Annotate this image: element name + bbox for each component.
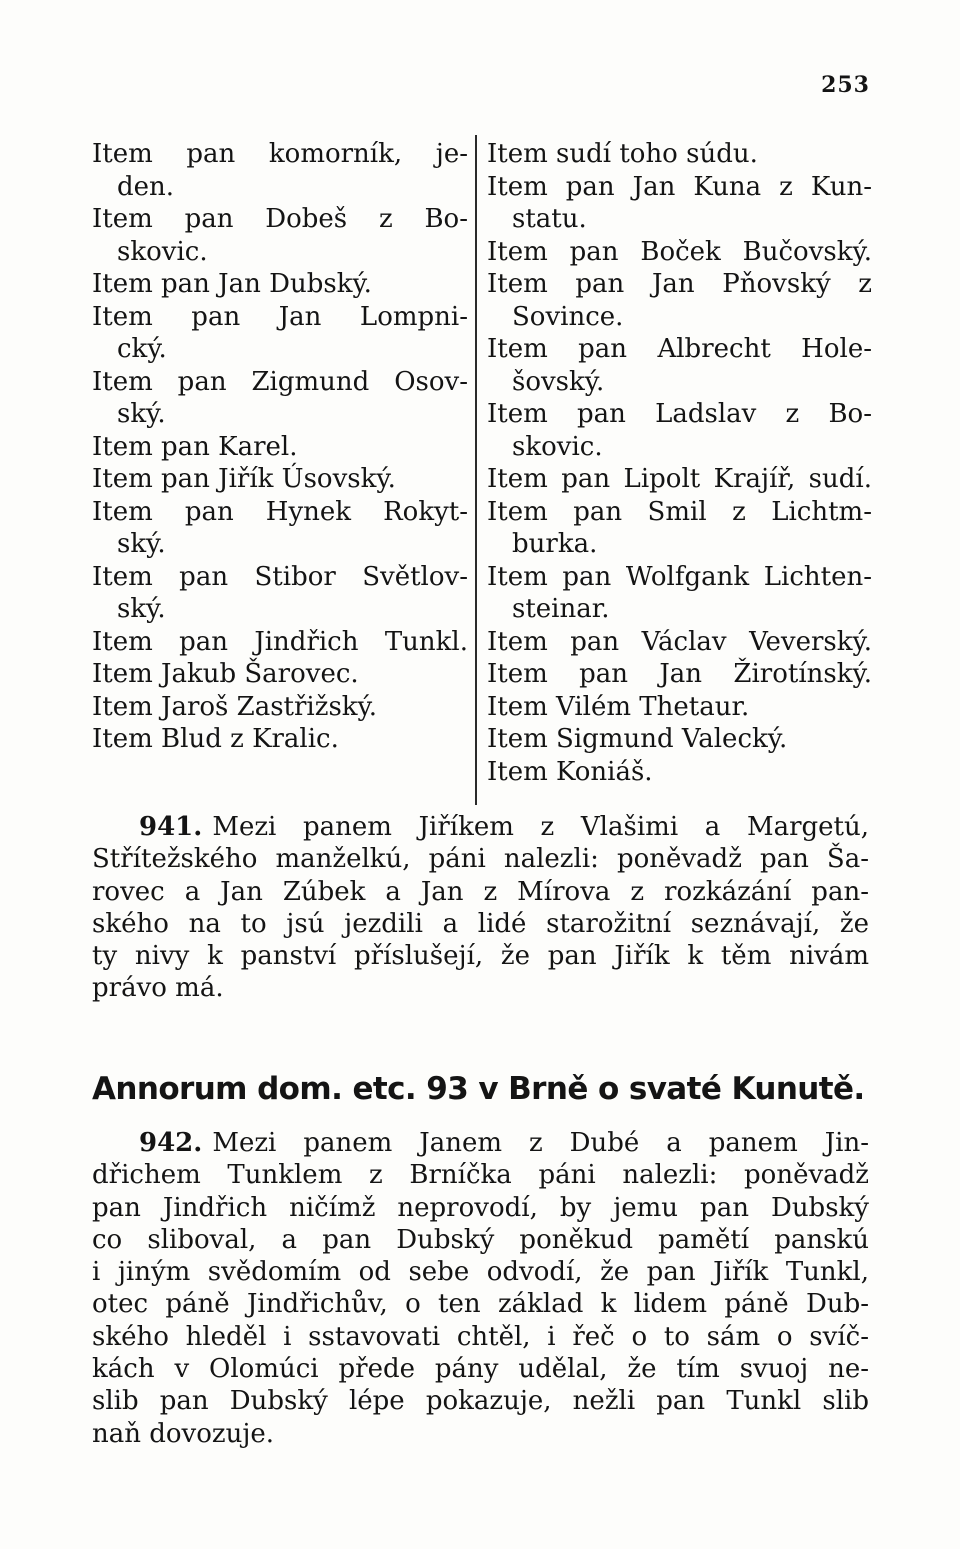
paragraph-line: naň dovozuje. — [92, 1418, 275, 1449]
column-line: den. — [117, 171, 175, 202]
column-line: Item pan Jan Žirotínský. — [487, 659, 872, 689]
column-line: Item pan Jan Pňovský z — [487, 269, 872, 299]
column-line: skovic. — [512, 431, 603, 462]
entry-number: 941. — [139, 812, 203, 842]
column-line: Item pan komorník, je- — [92, 139, 468, 169]
column-line: ský. — [117, 594, 166, 624]
entry-number: 942. — [139, 1128, 203, 1158]
paragraph-line: rovec a Jan Zúbek a Jan z Mírova z rozkázání pan- — [92, 876, 869, 907]
paragraph-line: co sliboval, a pan Dubský poněkud pamětí panskú — [92, 1224, 869, 1255]
paragraph-line: dřichem Tunklem z Brníčka páni nalezli: poněvadž — [92, 1160, 869, 1191]
entries-left-column — [92, 138, 468, 756]
column-line: Item Sigmund Valecký. — [487, 724, 788, 754]
column-line: burka. — [512, 529, 598, 559]
paragraph-line: otec páně Jindřichův, o ten základ k lidem páně Dub- — [92, 1289, 869, 1320]
paragraph-line: pan Jindřich ničímž neprovodí, by jemu pan Dubský — [92, 1192, 869, 1223]
paragraph-line: právo má. — [92, 973, 224, 1004]
column-line: Item pan Jiřík Úsovský. — [92, 464, 396, 494]
column-line: Sovince. — [512, 301, 624, 332]
column-line: Item pan Wolfgank Lichten- — [487, 561, 872, 592]
paragraph-line: i jiným svědomím od sebe odvodí, že pan Jiřík Tunkl, — [92, 1257, 869, 1288]
column-line: ský. — [117, 399, 166, 429]
column-line: cký. — [117, 334, 167, 364]
column-line: skovic. — [117, 236, 208, 267]
column-line: Item pan Jan Lompni- — [92, 301, 468, 332]
column-line: steinar. — [512, 594, 610, 624]
column-line: Item pan Lipolt Krajíř, sudí. — [487, 464, 872, 494]
column-line: statu. — [512, 204, 587, 234]
column-line: Item pan Albrecht Hole- — [487, 334, 872, 364]
section-heading: Annorum dom. etc. 93 v Brně o svaté Kunutě. — [92, 1071, 865, 1107]
column-line: Item pan Karel. — [92, 431, 298, 462]
entries-right-column — [487, 138, 872, 788]
column-line: šovský. — [512, 366, 605, 397]
paragraph-line — [92, 1127, 869, 1159]
column-line: Item pan Smil z Lichtm- — [487, 496, 872, 527]
paragraph-line: ského na to jsú jezdili a lidé starožitní seznávají, že — [92, 908, 869, 939]
paragraph-line: kách v Olomúci přede pány udělal, že tím svuoj ne- — [92, 1354, 869, 1385]
paragraph-line: Střítežského manželkú, páni nalezli: poněvadž pan Ša- — [92, 844, 869, 875]
column-line: Item pan Stibor Světlov- — [92, 561, 468, 592]
column-line: Item Jakub Šarovec. — [92, 659, 359, 689]
column-line: Item pan Ladslav z Bo- — [487, 399, 872, 429]
column-line: Item pan Zigmund Osov- — [92, 366, 468, 397]
column-line: Item Jaroš Zastřižský. — [92, 691, 378, 722]
column-line: Item Koniáš. — [487, 756, 653, 787]
column-line: ský. — [117, 529, 166, 559]
paragraph-line: slib pan Dubský lépe pokazuje, nežli pan Tunkl slib — [92, 1386, 869, 1417]
column-line: Item Vilém Thetaur. — [487, 691, 750, 722]
paragraph-text: Mezi panem Janem z Dubé a panem Jin- — [212, 1128, 869, 1158]
column-line: Item pan Jindřich Tunkl. — [92, 626, 468, 657]
column-line: Item pan Václav Veverský. — [487, 626, 872, 657]
entry-942 — [92, 1127, 869, 1450]
column-line: Item sudí toho súdu. — [487, 139, 758, 169]
paragraph-text: Mezi panem Jiříkem z Vlašimi a Margetú, — [212, 812, 869, 842]
column-divider — [475, 135, 477, 805]
column-line: Item pan Boček Bučovský. — [487, 236, 872, 267]
column-line: Item pan Hynek Rokyt- — [92, 496, 468, 527]
column-line: Item Blud z Kralic. — [92, 724, 339, 754]
column-line: Item pan Dobeš z Bo- — [92, 204, 468, 234]
paragraph-line: ty nivy k panství příslušejí, že pan Jiřík k těm nivám — [92, 941, 869, 972]
paragraph-line: ského hleděl i sstavovati chtěl, i řeč o to sám o svíč- — [92, 1321, 869, 1352]
page-number: 253 — [821, 72, 870, 98]
entry-941 — [92, 811, 869, 1005]
column-line: Item pan Jan Dubský. — [92, 269, 372, 299]
column-line: Item pan Jan Kuna z Kun- — [487, 171, 872, 202]
paragraph-line — [92, 811, 869, 843]
